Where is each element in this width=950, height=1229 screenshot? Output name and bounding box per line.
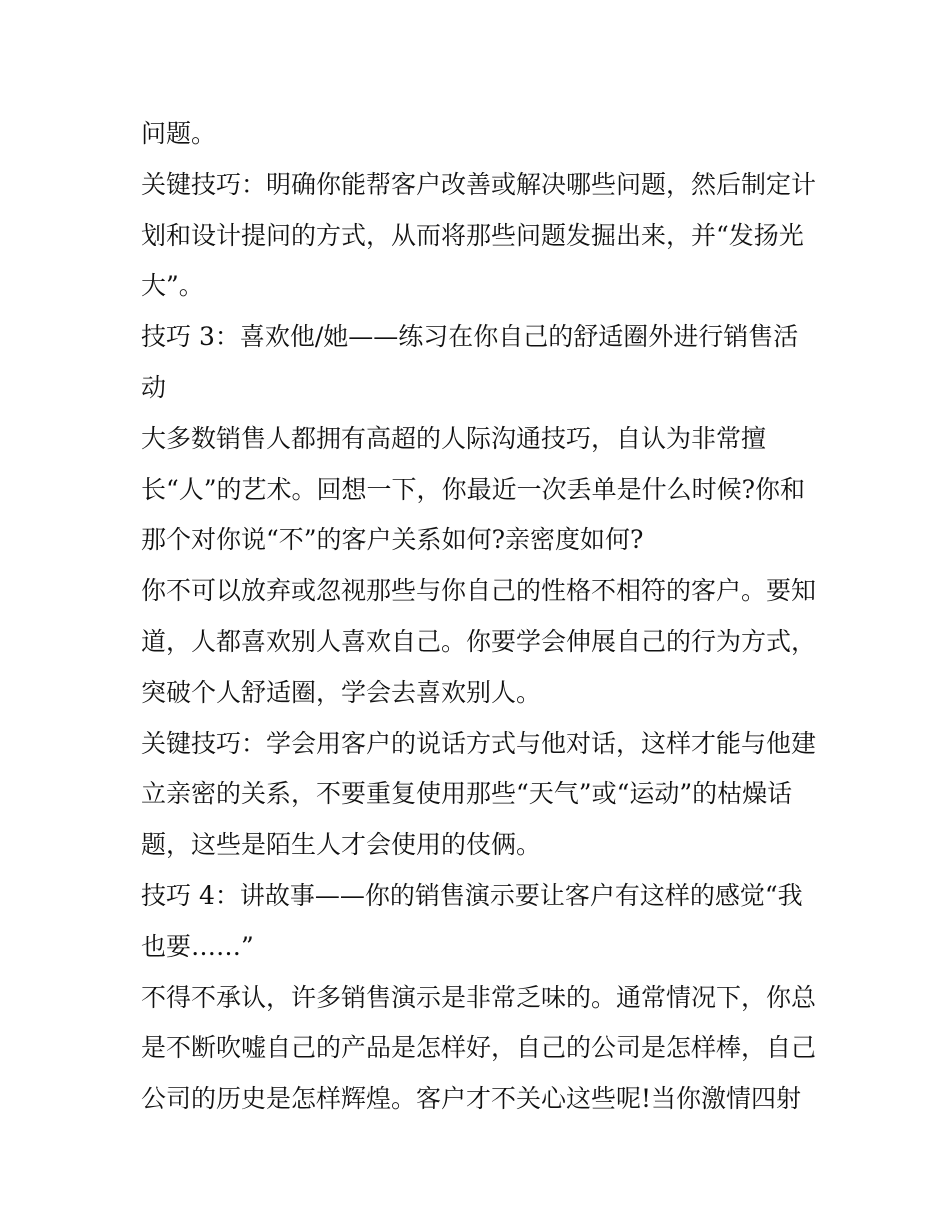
text-line: 突破个人舒适圈，学会去喜欢别人。 xyxy=(141,677,542,707)
text-line: 你不可以放弃或忽视那些与你自己的性格不相符的客户。要知 xyxy=(141,576,817,606)
section-heading: 也要……” xyxy=(141,931,254,961)
text-line: 划和设计提问的方式，从而将那些问题发掘出来，并“发扬光 xyxy=(141,220,804,250)
document-page xyxy=(141,109,831,1125)
text-line: 公司的历史是怎样辉煌。客户才不关心这些呢!当你激情四射 xyxy=(141,1084,802,1114)
text-line: 关键技巧：明确你能帮客户改善或解决哪些问题，然后制定计 xyxy=(141,169,817,199)
text-line: 道，人都喜欢别人喜欢自己。你要学会伸展自己的行为方式， xyxy=(141,626,817,656)
section-heading: 技巧 4：讲故事——你的销售演示要让客户有这样的感觉“我 xyxy=(141,880,803,910)
text-line: 大”。 xyxy=(141,271,204,301)
text-line: 题，这些是陌生人才会使用的伎俩。 xyxy=(141,830,542,860)
text-line: 关键技巧：学会用客户的说话方式与他对话，这样才能与他建 xyxy=(141,728,817,758)
text-line: 大多数销售人都拥有高超的人际沟通技巧，自认为非常擅 xyxy=(141,423,767,453)
text-line: 问题。 xyxy=(141,119,217,148)
text-line: 不得不承认，许多销售演示是非常乏味的。通常情况下，你总 xyxy=(141,982,817,1012)
section-heading: 技巧 3：喜欢他/她——练习在你自己的舒适圈外进行销售活 xyxy=(141,322,799,352)
text-line: 那个对你说“不”的客户关系如何?亲密度如何? xyxy=(141,525,644,555)
section-heading: 动 xyxy=(141,372,167,402)
text-line: 立亲密的关系，不要重复使用那些“天气”或“运动”的枯燥话 xyxy=(141,779,793,809)
text-line: 长“人”的艺术。回想一下，你最近一次丢单是什么时候?你和 xyxy=(141,474,805,504)
text-line: 是不断吹嘘自己的产品是怎样好，自己的公司是怎样棒，自己 xyxy=(141,1033,817,1063)
